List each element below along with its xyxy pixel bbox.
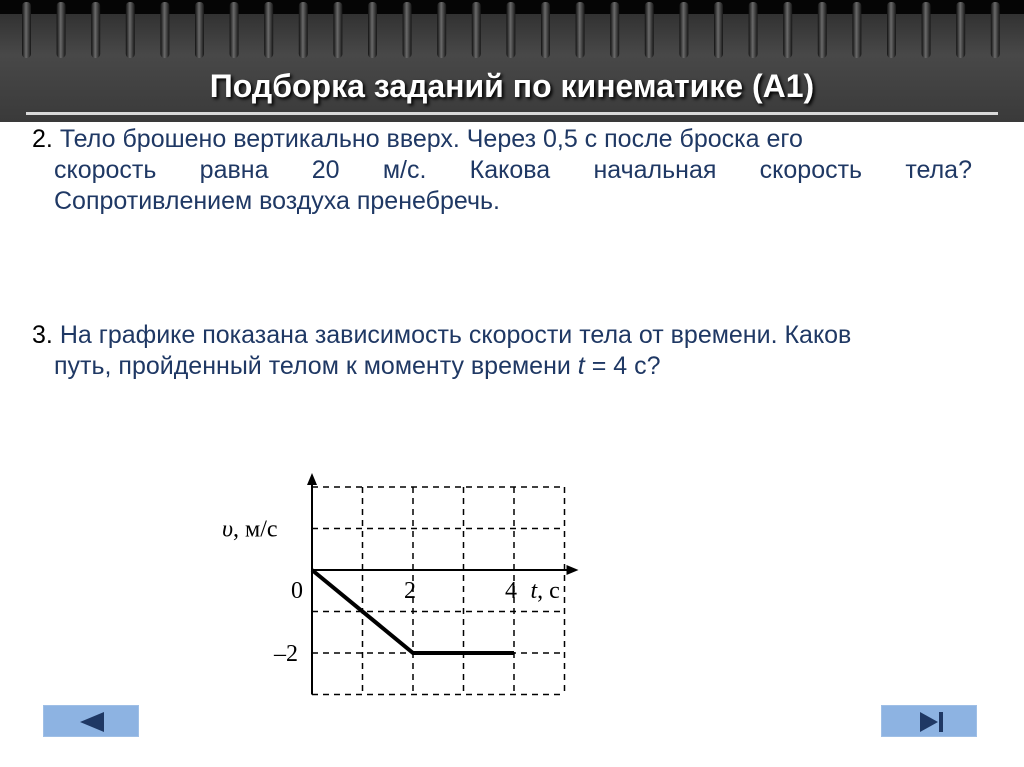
spiral-coil (403, 2, 412, 58)
task-3 (32, 320, 972, 382)
spiral-coil (264, 2, 273, 58)
spiral-coil (749, 2, 758, 58)
x-axis-arrow (567, 565, 579, 575)
task-3-line-1 (32, 320, 972, 351)
task-2-number: 2. (32, 125, 53, 153)
spiral-coil (368, 2, 377, 58)
spiral-coil (91, 2, 100, 58)
spiral-coil (818, 2, 827, 58)
spiral-coil (437, 2, 446, 58)
y-axis-label: υ, м/с (222, 516, 278, 543)
spiral-coil (126, 2, 135, 58)
spiral-coil (160, 2, 169, 58)
next-slide-button[interactable] (881, 705, 977, 737)
spiral-coil (991, 2, 1000, 58)
tick-label-y: –2 (274, 641, 298, 667)
task-3-time-var: t (577, 352, 585, 380)
spiral-coil (22, 2, 31, 58)
spiral-coil (230, 2, 239, 58)
spiral-coil (57, 2, 66, 58)
task-2-line-1 (32, 124, 972, 155)
spiral-coil (472, 2, 481, 58)
tick-label-x: 4 (505, 578, 517, 604)
task-3-text-2b: = 4 с? (584, 352, 661, 380)
skip-next-icon (882, 706, 978, 738)
spiral-coil (679, 2, 688, 58)
triangle-left-icon (44, 706, 140, 738)
task-3-number: 3. (32, 321, 53, 349)
tick-label-x: 2 (404, 578, 416, 604)
task-2-line-2: скорость равна 20 м/с. Какова начальная скорость тела? (54, 156, 972, 184)
spiral-coil (783, 2, 792, 58)
spiral-coil (852, 2, 861, 58)
spiral-binding (0, 0, 1024, 62)
task-2 (32, 124, 972, 217)
spiral-coil (195, 2, 204, 58)
spiral-coil (506, 2, 515, 58)
spiral-coil (922, 2, 931, 58)
tick-label-x-0: 0 (291, 578, 303, 604)
header-divider (26, 112, 998, 115)
task-3-line-2 (32, 351, 972, 382)
x-axis-label: t, с (530, 578, 560, 604)
page-title: Подборка заданий по кинематике (А1) (209, 68, 815, 104)
slide-header (0, 0, 1024, 122)
spiral-coil (541, 2, 550, 58)
spiral-coil (714, 2, 723, 58)
spiral-coil (333, 2, 342, 58)
y-axis-arrow (307, 473, 317, 485)
spiral-coil (956, 2, 965, 58)
task-2-line-3: Сопротивлением воздуха пренебречь. (54, 187, 500, 215)
task-3-text-1: На графике показана зависимость скорости тела от времени. Каков (59, 321, 852, 349)
task-3-text-2a: путь, пройденный телом к моменту времени (54, 352, 578, 380)
spiral-coil (576, 2, 585, 58)
prev-slide-button[interactable] (43, 705, 139, 737)
velocity-time-chart (200, 470, 620, 710)
spiral-coil (645, 2, 654, 58)
spiral-coil (299, 2, 308, 58)
spiral-coil (610, 2, 619, 58)
task-2-text-1: Тело брошено вертикально вверх. Через 0,5 с после броска его (59, 125, 803, 153)
spiral-coil (887, 2, 896, 58)
